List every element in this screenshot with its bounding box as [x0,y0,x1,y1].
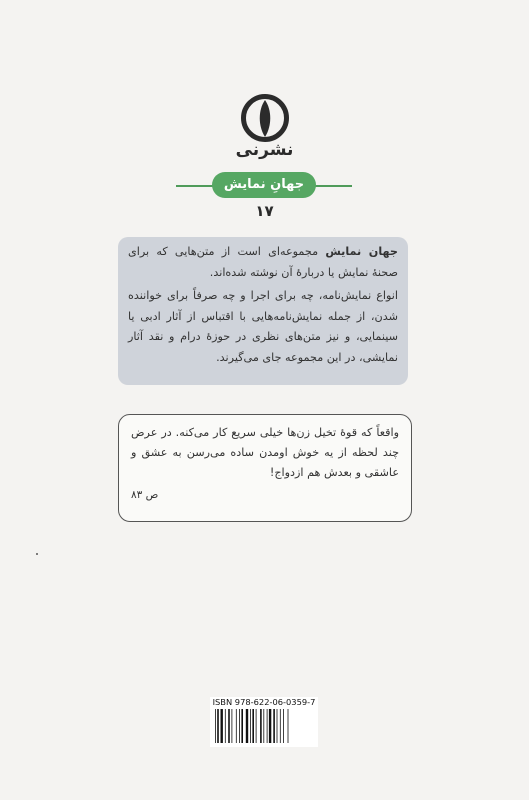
series-label [176,172,352,200]
print-speck [36,553,38,555]
series-number: ۱۷ [255,202,274,220]
barcode-bars [214,709,314,743]
quote-text: واقعاً که قوهٔ تخیل زن‌ها خیلی سریع کار می‌کنه. در عرض چند لحظه از یه خوش اومدن ساده می‌رسن به عشق و عاشقی و بعدش هم ازدواج! [131,426,399,479]
publisher-logo-icon [239,92,291,144]
description-paragraph-2: انواع نمایش‌نامه، چه برای اجرا و چه صرفاً برای خواننده شدن، از جمله نمایش‌نامه‌هایی با اقتباس از آثار ادبی یا سینمایی، و نیز متن‌های نظری در حوزهٔ درام و نقد آثار نمایشی، در این مجموعه جای می‌گیرند. [128,289,398,364]
description-paragraph-1-text: مجموعه‌ای است از متن‌هایی که برای صحنهٔ نمایش یا دربارهٔ آن نوشته شده‌اند. [128,245,398,279]
quote-box [118,414,412,522]
series-name-badge: جهانِ نمایش [212,172,316,198]
description-bold-lead: جهان نمایش [325,245,398,258]
isbn-barcode [210,697,318,747]
isbn-text: ISBN 978-622-06-0359-7 [212,697,316,707]
series-description-box [118,237,408,385]
quote-page-reference: ص ۸۳ [131,489,159,501]
publisher-name: نشرنی [235,140,294,160]
description-paragraph-1 [128,242,398,283]
